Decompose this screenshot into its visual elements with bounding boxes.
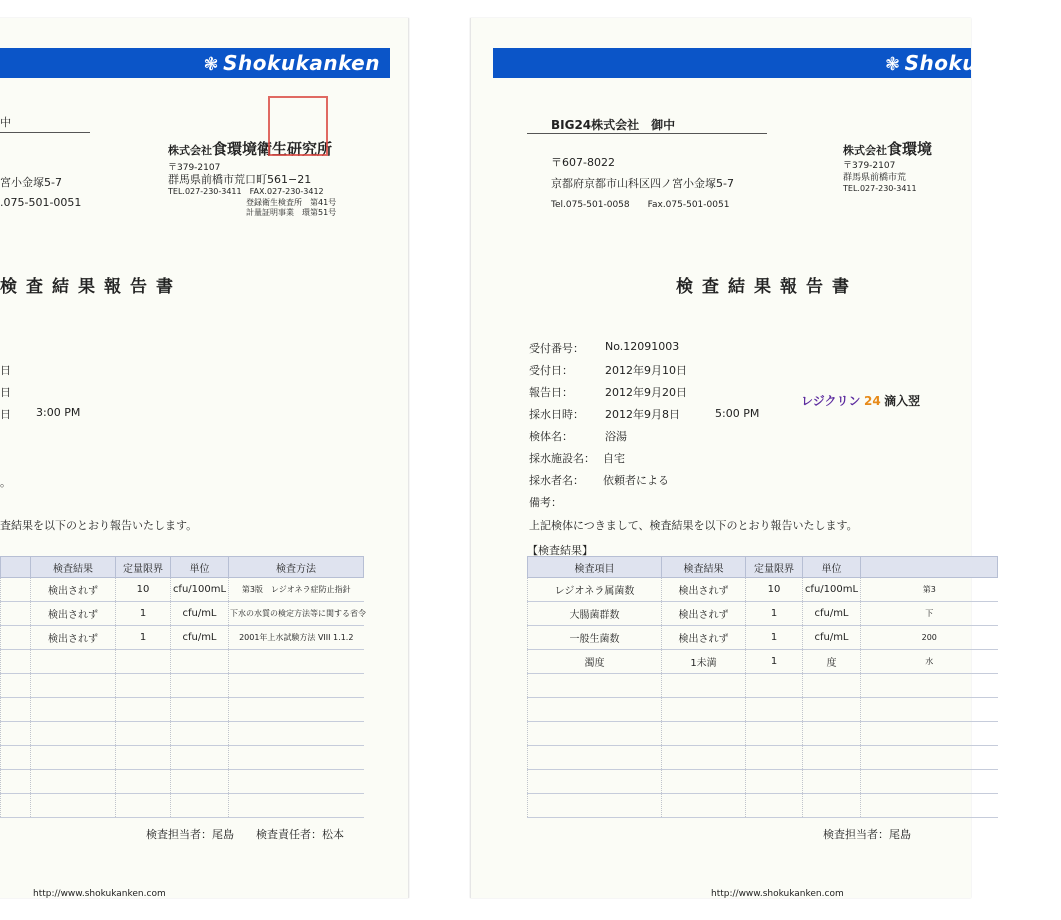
results-table (527, 556, 998, 818)
table-cell (171, 770, 229, 794)
date-fragment-2: 日 (0, 386, 11, 399)
table-cell (229, 794, 364, 818)
table-cell (746, 794, 803, 818)
field-label: 受付番号： (529, 342, 584, 355)
table-cell (31, 722, 116, 746)
table-cell (1, 650, 31, 674)
table-row (528, 578, 998, 602)
table-row (528, 602, 998, 626)
table-row (528, 674, 998, 698)
table-row (1, 602, 364, 626)
table-row (528, 746, 998, 770)
col-header-limit: 定量限界 (746, 557, 803, 578)
table-cell (861, 674, 998, 698)
field-value: 浴湯 (605, 430, 627, 443)
addressee: BIG24株式会社 御中 (551, 118, 676, 132)
field-label: 報告日： (529, 386, 573, 399)
table-cell (746, 698, 803, 722)
field-label: 受付日： (529, 364, 573, 377)
report-page-left (0, 18, 409, 898)
table-cell (662, 698, 746, 722)
table-cell: 下水の水質の検定方法等に関する省令 (229, 602, 364, 626)
product-number: 24 (863, 394, 881, 408)
table-row (528, 722, 998, 746)
table-cell (528, 770, 662, 794)
client-tel-fax: Tel.075-501-0058 Fax.075-501-0051 (551, 200, 730, 210)
report-title: 検査結果報告書 (0, 277, 182, 297)
table-cell (229, 698, 364, 722)
lab-registration-1: 登録衛生検査所 第41号 (246, 198, 337, 207)
company-seal-stamp (268, 96, 328, 156)
table-cell (116, 698, 171, 722)
tel-fragment: .075-501-0051 (0, 196, 82, 209)
table-row (1, 674, 364, 698)
table-cell: 1 (746, 626, 803, 650)
table-cell (528, 674, 662, 698)
table-cell (229, 770, 364, 794)
addressee-underline (0, 132, 90, 133)
table-cell (861, 698, 998, 722)
brand-logo (204, 50, 380, 76)
col-header-unit: 単位 (803, 557, 861, 578)
table-row (1, 770, 364, 794)
col-header-method (861, 557, 998, 578)
table-cell: 1 (746, 602, 803, 626)
field-value: 2012年9月20日 (605, 386, 687, 399)
col-header-result: 検査結果 (31, 557, 116, 578)
table-cell (116, 794, 171, 818)
table-cell: 水 (861, 650, 998, 674)
table-cell (116, 770, 171, 794)
table-cell (861, 722, 998, 746)
table-cell (229, 674, 364, 698)
table-cell (31, 650, 116, 674)
table-cell (528, 698, 662, 722)
table-row (1, 794, 364, 818)
table-cell (662, 722, 746, 746)
field-label: 採水日時： (529, 408, 584, 421)
report-statement: 査結果を以下のとおり報告いたします。 (0, 519, 198, 532)
sample-time: 5:00 PM (715, 407, 760, 420)
table-cell: 大腸菌群数 (528, 602, 662, 626)
table-cell (31, 698, 116, 722)
brand-band (0, 48, 390, 78)
table-cell: 第3 (861, 578, 998, 602)
field-label: 検体名： (529, 430, 573, 443)
table-cell (1, 746, 31, 770)
date-fragment-1: 日 (0, 364, 11, 377)
table-cell: 検出されず (31, 626, 116, 650)
field-value: 2012年9月8日 (605, 408, 680, 421)
table-cell: レジオネラ属菌数 (528, 578, 662, 602)
field-label: 備考： (529, 496, 562, 509)
table-cell (803, 698, 861, 722)
table-row (528, 650, 998, 674)
table-cell: 下 (861, 602, 998, 626)
table-cell (662, 746, 746, 770)
table-cell (662, 770, 746, 794)
misc-mark: 。 (0, 476, 11, 489)
lab-tel-fax: TEL.027-230-3411 FAX.027-230-3412 (168, 187, 324, 196)
table-cell (861, 770, 998, 794)
lab-address: 群馬県前橋市荒口町561−21 (168, 173, 312, 186)
field-label: 採水施設名： (529, 452, 595, 465)
table-cell (528, 746, 662, 770)
col-header-item (1, 557, 31, 578)
lab-tel: TEL.027-230-3411 (843, 184, 917, 193)
table-cell: 濁度 (528, 650, 662, 674)
table-cell: 10 (116, 578, 171, 602)
table-row (1, 626, 364, 650)
table-cell (662, 674, 746, 698)
table-cell (171, 746, 229, 770)
table-cell (171, 650, 229, 674)
table-row (528, 794, 998, 818)
table-cell: 10 (746, 578, 803, 602)
brand-mark-icon: ❃ (885, 54, 901, 75)
client-address: 京都府京都市山科区四ノ宮小金塚5-7 (551, 177, 734, 190)
table-cell (116, 650, 171, 674)
table-cell (229, 650, 364, 674)
product-suffix: 滴入翌 (884, 394, 921, 408)
results-table (0, 556, 364, 818)
table-row (1, 746, 364, 770)
col-header-limit: 定量限界 (116, 557, 171, 578)
field-value: 2012年9月10日 (605, 364, 687, 377)
addressee-fragment: 中 (0, 116, 11, 129)
table-cell (31, 794, 116, 818)
field-value: 自宅 (603, 452, 625, 465)
table-cell (31, 770, 116, 794)
inspector: 検査担当者：尾島 (823, 828, 911, 841)
table-cell: 検出されず (662, 602, 746, 626)
table-cell: cfu/mL (803, 626, 861, 650)
table-cell: 検出されず (662, 626, 746, 650)
table-cell (171, 674, 229, 698)
report-statement: 上記検体につきまして、検査結果を以下のとおり報告いたします。 (529, 519, 858, 532)
field-value: No.12091003 (605, 340, 680, 353)
table-cell (229, 746, 364, 770)
results-section-label: 【検査結果】 (527, 544, 593, 557)
table-cell (31, 746, 116, 770)
table-cell: cfu/mL (803, 602, 861, 626)
col-header-result: 検査結果 (662, 557, 746, 578)
table-cell (861, 794, 998, 818)
website-link[interactable]: http://www.shokukanken.com (711, 889, 844, 899)
table-cell: 200 (861, 626, 998, 650)
website-link[interactable]: http://www.shokukanken.com (33, 889, 166, 899)
table-cell (1, 770, 31, 794)
table-row (1, 698, 364, 722)
table-cell: cfu/mL (171, 626, 229, 650)
table-cell (746, 746, 803, 770)
brand-name: Shokukanken (223, 51, 380, 75)
table-cell (803, 770, 861, 794)
report-title: 検査結果報告書 (676, 277, 858, 297)
brand-logo (885, 50, 1061, 76)
table-cell (746, 770, 803, 794)
table-cell (803, 794, 861, 818)
col-header-unit: 単位 (171, 557, 229, 578)
addressee-underline (527, 133, 767, 134)
table-cell (861, 746, 998, 770)
table-row (528, 770, 998, 794)
table-cell (116, 722, 171, 746)
table-cell (746, 674, 803, 698)
brand-name: Shokukanken (904, 51, 1061, 75)
table-cell (803, 674, 861, 698)
table-cell (1, 602, 31, 626)
table-cell: 1 (116, 602, 171, 626)
table-cell: 検出されず (31, 578, 116, 602)
table-cell: 1 (746, 650, 803, 674)
table-cell (803, 722, 861, 746)
brand-mark-icon: ❃ (203, 54, 220, 75)
product-name: レジクリン (801, 394, 861, 408)
table-cell (229, 722, 364, 746)
table-cell: 度 (803, 650, 861, 674)
table-cell (528, 794, 662, 818)
field-value: 依頼者による (603, 474, 669, 487)
table-cell (662, 794, 746, 818)
report-page-right (470, 18, 1061, 899)
col-header-item: 検査項目 (528, 557, 662, 578)
table-cell: 一般生菌数 (528, 626, 662, 650)
manager: 検査責任者：松本 (256, 828, 344, 841)
table-cell: 検出されず (662, 578, 746, 602)
lab-registration-2: 計量証明事業 環第51号 (246, 208, 337, 217)
lab-postal: 〒379-2107 (168, 163, 221, 173)
field-label: 採水者名： (529, 474, 584, 487)
table-cell (1, 722, 31, 746)
lab-postal: 〒379-2107 (843, 161, 896, 171)
inspector: 検査担当者：尾島 (146, 828, 234, 841)
product-label (801, 392, 920, 409)
table-cell: 検出されず (31, 602, 116, 626)
table-cell (116, 674, 171, 698)
table-cell (803, 746, 861, 770)
table-row (1, 578, 364, 602)
lab-name: 株式会社食環境衛生研究所 (168, 140, 333, 158)
sample-time: 3:00 PM (36, 406, 81, 419)
table-cell (31, 674, 116, 698)
table-cell (171, 722, 229, 746)
table-cell: cfu/100mL (171, 578, 229, 602)
table-cell (171, 794, 229, 818)
table-cell (746, 722, 803, 746)
table-row (1, 650, 364, 674)
table-cell: cfu/mL (171, 602, 229, 626)
table-cell: 1未満 (662, 650, 746, 674)
table-row (1, 722, 364, 746)
lab-address: 群馬県前橋市荒 (843, 173, 907, 183)
table-row (528, 698, 998, 722)
table-cell (1, 698, 31, 722)
table-cell: 第3版 レジオネラ症防止指針 (229, 578, 364, 602)
table-cell (171, 698, 229, 722)
table-cell (116, 746, 171, 770)
table-cell (1, 674, 31, 698)
client-postal: 〒607-8022 (551, 156, 615, 169)
lab-name: 株式会社食環境 (843, 140, 933, 158)
table-cell (1, 626, 31, 650)
table-cell (1, 794, 31, 818)
table-cell: 2001年上水試験方法 VIII 1.1.2 (229, 626, 364, 650)
table-cell (1, 578, 31, 602)
col-header-method: 検査方法 (229, 557, 364, 578)
brand-band (493, 48, 1061, 78)
table-cell: cfu/100mL (803, 578, 861, 602)
date-fragment-3: 日 (0, 408, 11, 421)
table-row (528, 626, 998, 650)
table-cell: 1 (116, 626, 171, 650)
table-cell (528, 722, 662, 746)
address-fragment: 宮小金塚5-7 (0, 176, 62, 189)
